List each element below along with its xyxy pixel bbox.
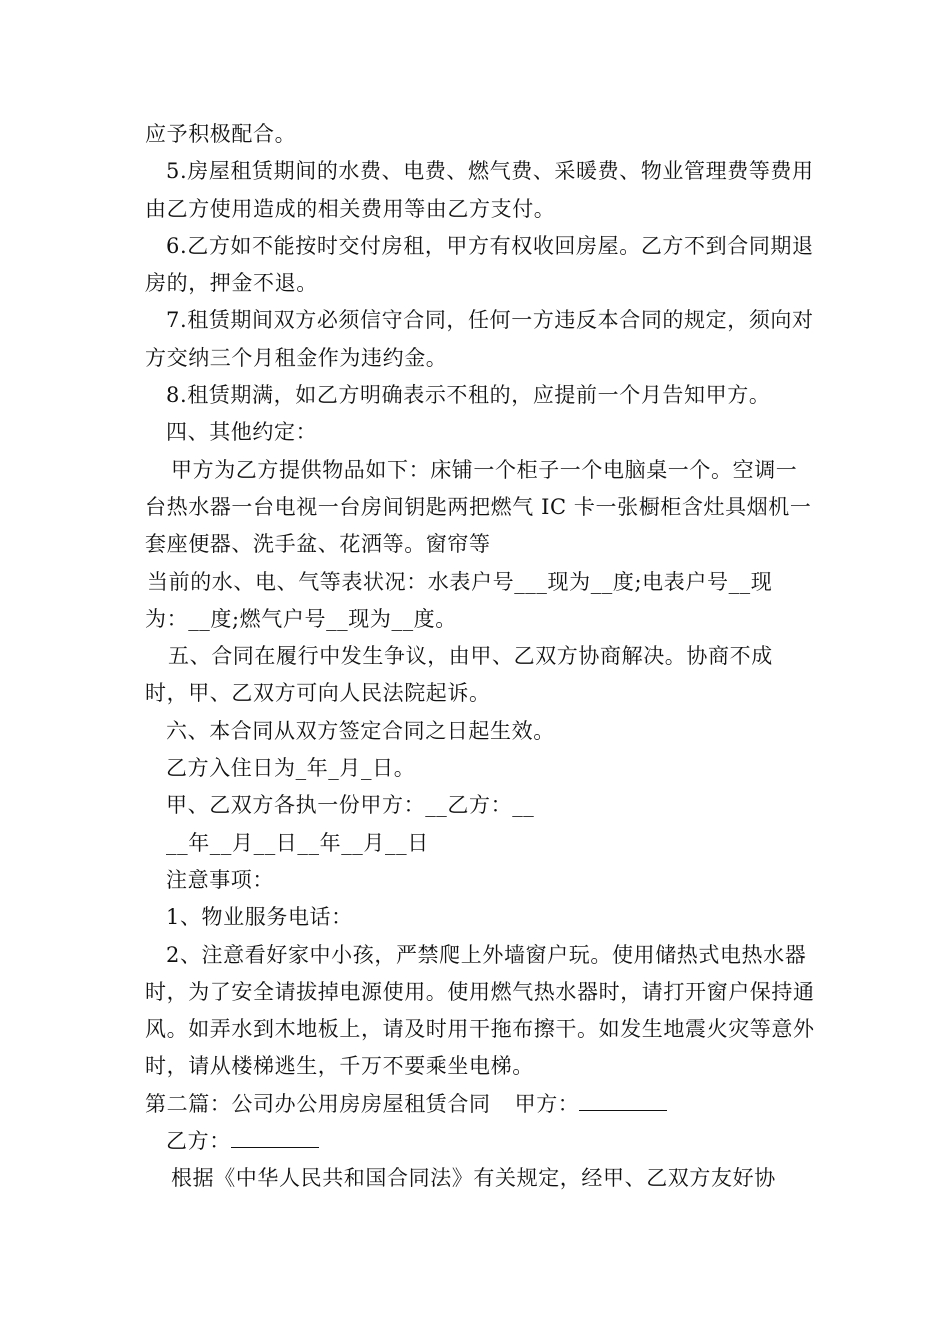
clause-5: 5.房屋租赁期间的水费、电费、燃气费、采暖费、物业管理费等费用由乙方使用造成的相关费用等由乙方支付。 [145, 159, 814, 221]
section-6-effective: 六、本合同从双方签定合同之日起生效。 [166, 718, 555, 743]
party-a-label: 甲方： [514, 1091, 580, 1116]
meter-status-paragraph: 当前的水、电、气等表状况：水表户号___现为__度;电表户号__现为：__度;燃气户号__现为__度。 [145, 569, 773, 631]
provided-items-paragraph: 甲方为乙方提供物品如下：床铺一个柜子一个电脑桌一个。空调一台热水器一台电视一台房间钥匙两把燃气 IC 卡一张橱柜含灶具烟机一套座便器、洗手盆、花洒等。窗帘等 [145, 457, 812, 557]
clause-7: 7.租赁期间双方必须信守合同，任何一方违反本合同的规定，须向对方交纳三个月租金作为违约金。 [145, 308, 814, 370]
party-a-blank [579, 1086, 667, 1111]
document-body [145, 116, 815, 1198]
party-b-line [145, 1123, 815, 1160]
second-contract-title-line [145, 1086, 815, 1123]
notes-heading: 注意事项： [166, 867, 274, 892]
note-2: 2、注意看好家中小孩，严禁爬上外墙窗户玩。使用储热式电热水器时，为了安全请拔掉电源使用。使用燃气热水器时，请打开窗户保持通风。如弄水到木地板上，请及时用干拖布擦干。如发生地震火灾等意外时，请从楼梯逃生，千万不要乘坐电梯。 [145, 942, 815, 1079]
clause-6: 6.乙方如不能按时交付房租，甲方有权收回房屋。乙方不到合同期退房的，押金不退。 [145, 233, 814, 296]
signature-dates: __年__月__日__年__月__日 [166, 830, 429, 855]
copies-and-parties: 甲、乙双方各执一份甲方：__乙方：__ [166, 793, 535, 818]
section-4-heading: 四、其他约定： [166, 420, 318, 445]
second-contract-title: 第二篇：公司办公用房房屋租赁合同 [145, 1091, 491, 1116]
party-b-blank [231, 1123, 319, 1148]
paragraph-continuation: 应予积极配合。 [145, 122, 297, 146]
note-1: 1、物业服务电话： [166, 905, 353, 930]
clause-8: 8.租赁期满，如乙方明确表示不租的，应提前一个月告知甲方。 [166, 383, 771, 408]
section-5-dispute: 五、合同在履行中发生争议，由甲、乙双方协商解决。协商不成时，甲、乙双方可向人民法院起诉。 [145, 644, 773, 706]
contract-preamble: 根据《中华人民共和国合同法》有关规定，经甲、乙双方友好协 [171, 1166, 776, 1191]
party-b-label: 乙方： [166, 1129, 231, 1154]
move-in-date: 乙方入住日为_年_月_日。 [166, 756, 416, 781]
